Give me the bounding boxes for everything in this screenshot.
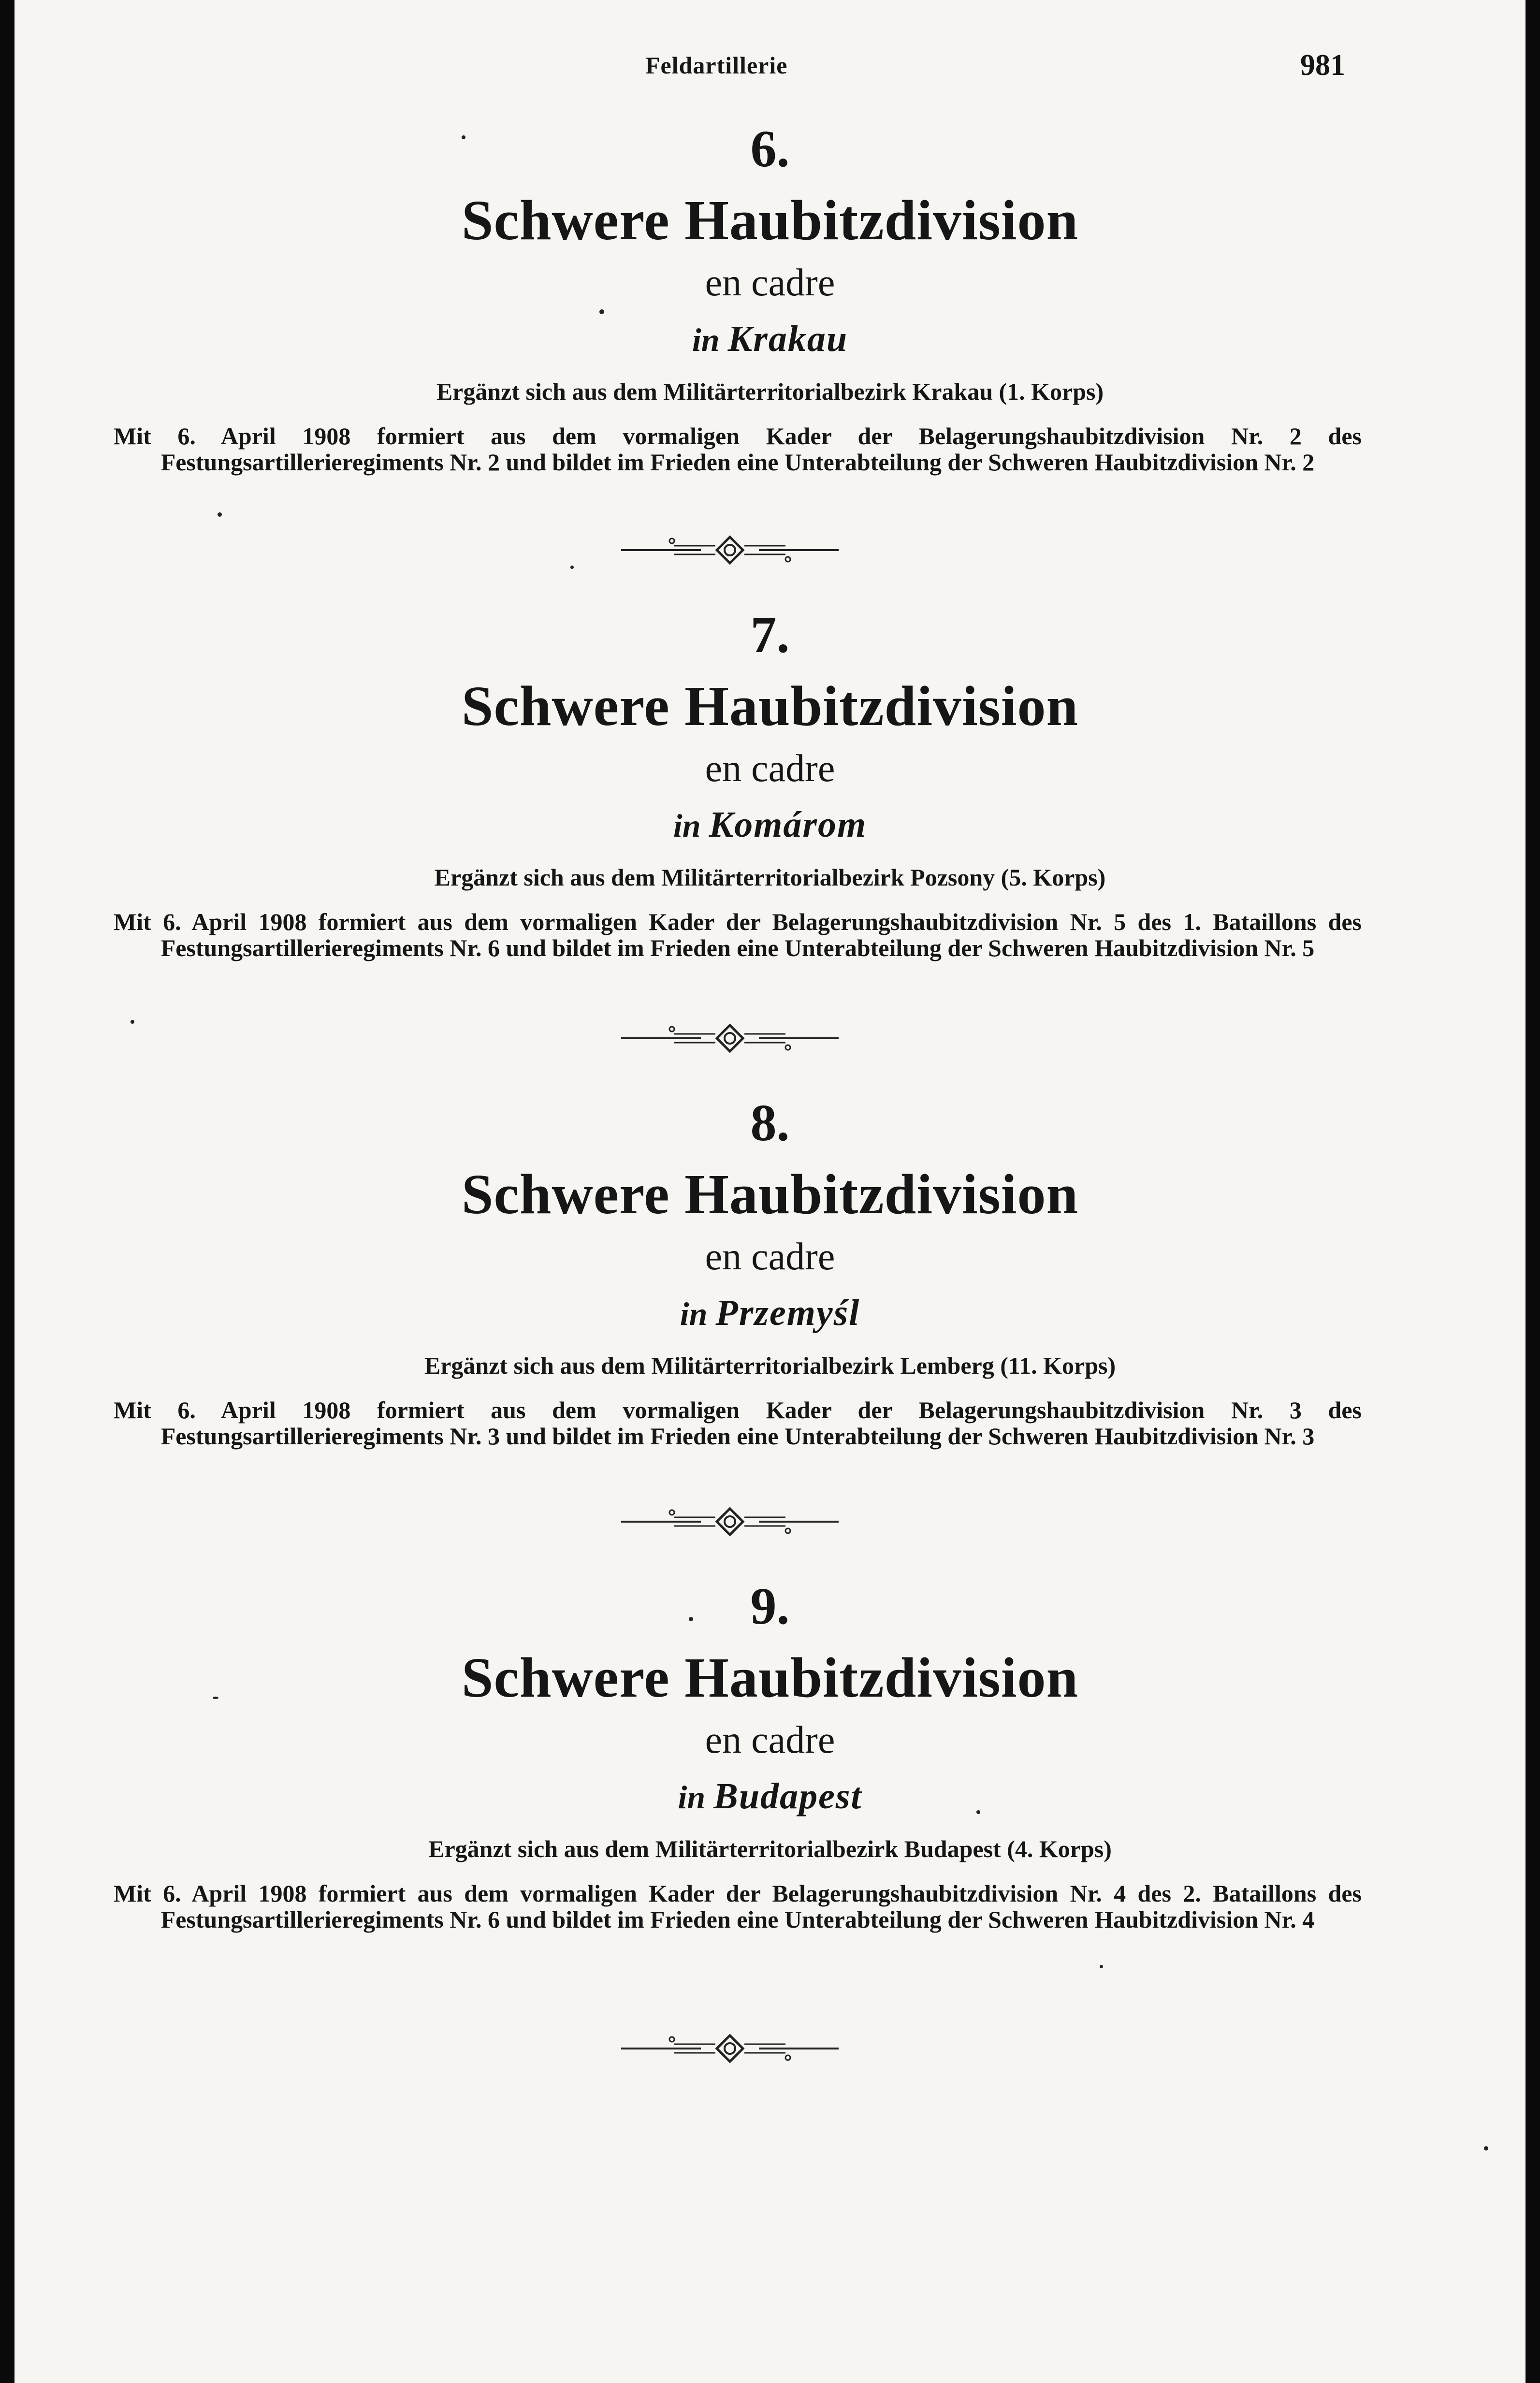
section-body: Mit 6. April 1908 formiert aus dem vormaligen Kader der Belagerungshaubitzdivision Nr. 5 des 1. Bataillons des Festungsartillerieregiments Nr. 6 und bildet im Frieden eine Unterabteilung der Schweren Haubitzdivision Nr. 5 <box>114 908 1362 961</box>
section-location <box>15 1294 1525 1331</box>
scan-speck <box>131 1020 134 1024</box>
scan-speck <box>213 1697 218 1699</box>
section-title: Schwere Haubitzdivision <box>461 189 1079 252</box>
section-subtitle: en cadre <box>705 1235 835 1278</box>
section-ergaenzt: Ergänzt sich aus dem Militärterritorialbezirk Krakau (1. Korps) <box>436 378 1104 405</box>
scan-speck <box>689 1617 693 1621</box>
running-title: Feldartillerie <box>645 52 788 79</box>
section-title: Schwere Haubitzdivision <box>461 1162 1079 1226</box>
scan-speck <box>599 309 604 314</box>
running-head <box>15 51 1525 95</box>
scan-speck <box>218 512 222 517</box>
location-name: Przemyśl <box>715 1293 860 1333</box>
scan-speck <box>1484 2146 1488 2151</box>
section-subtitle: en cadre <box>705 262 835 304</box>
location-prefix: in <box>678 1779 706 1816</box>
section-title: Schwere Haubitzdivision <box>461 674 1079 738</box>
ornament-divider <box>621 1505 839 1539</box>
location-name: Krakau <box>727 319 848 359</box>
location-prefix: in <box>680 1295 708 1332</box>
scan-speck <box>976 1810 980 1814</box>
section-ergaenzt: Ergänzt sich aus dem Militärterritorialbezirk Budapest (4. Korps) <box>428 1835 1112 1862</box>
section-subtitle: en cadre <box>705 747 835 790</box>
location-prefix: in <box>692 321 720 358</box>
scan-speck <box>570 566 574 569</box>
section-number: 9. <box>750 1578 790 1635</box>
section-number: 8. <box>750 1094 790 1152</box>
page <box>15 0 1525 2383</box>
scan-speck <box>462 135 465 139</box>
scan-speck <box>1100 1965 1103 1968</box>
location-name: Komárom <box>709 804 867 845</box>
section-number: 6. <box>750 120 790 178</box>
ornament-divider <box>621 1021 839 1055</box>
page-number: 981 <box>1300 49 1345 82</box>
section-location <box>15 806 1525 843</box>
section-location <box>15 1778 1525 1815</box>
location-prefix: in <box>673 807 701 844</box>
section-subtitle: en cadre <box>705 1719 835 1761</box>
location-name: Budapest <box>713 1776 862 1816</box>
ornament-divider <box>621 533 839 567</box>
section-location <box>15 320 1525 357</box>
section-body: Mit 6. April 1908 formiert aus dem vormaligen Kader der Belagerungshaubitzdivision Nr. 2 des Festungsartillerieregiments Nr. 2 und bildet im Frieden eine Unterabteilung der Schweren Haubitzdivision Nr. 2 <box>114 422 1362 476</box>
ornament-divider <box>621 2032 839 2065</box>
section-body: Mit 6. April 1908 formiert aus dem vormaligen Kader der Belagerungshaubitzdivision Nr. 3 des Festungsartillerieregiments Nr. 3 und bildet im Frieden eine Unterabteilung der Schweren Haubitzdivision Nr. 3 <box>114 1396 1362 1450</box>
section-title: Schwere Haubitzdivision <box>461 1646 1079 1709</box>
section-number: 7. <box>750 606 790 664</box>
section-ergaenzt: Ergänzt sich aus dem Militärterritorialbezirk Lemberg (11. Korps) <box>424 1352 1116 1379</box>
section-body: Mit 6. April 1908 formiert aus dem vormaligen Kader der Belagerungshaubitzdivision Nr. 4 des 2. Bataillons des Festungsartillerieregiments Nr. 6 und bildet im Frieden eine Unterabteilung der Schweren Haubitzdivision Nr. 4 <box>114 1880 1362 1933</box>
section-ergaenzt: Ergänzt sich aus dem Militärterritorialbezirk Pozsony (5. Korps) <box>434 864 1106 891</box>
